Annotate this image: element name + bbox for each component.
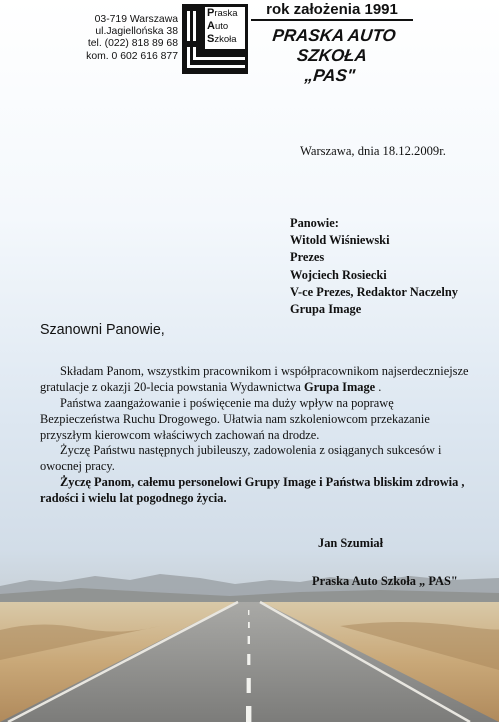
letter-date: Warszawa, dnia 18.12.2009r. (300, 144, 446, 158)
recipient-line: Prezes (290, 250, 325, 265)
school-address: 03-719 Warszawa ul.Jagiellońska 38 tel. (022) 818 89 68 kom. 0 602 616 877 (86, 14, 178, 62)
school-name: PRASKA AUTO SZKOŁA „PAS" (271, 26, 397, 85)
paragraph-closing-wishes: Życzę Panom, całemu personelowi Grupy Image i Państwa bliskim zdrowia , radości i wielu lat pogodnego życia. (40, 475, 465, 505)
founded-year: rok założenia 1991 (251, 1, 413, 21)
signature-name: Jan Szumiał (318, 536, 384, 550)
paragraph-engagement: Państwa zaangażowanie i poświęcenie ma duży wpływ na poprawę Bezpieczeństwa Ruchu Drogowego. Ułatwia nam szkoleniowcom przekazanie przyszłym kierowcom właściwych zachowań na drodze. (40, 396, 430, 442)
recipients-block (290, 215, 458, 318)
recipient-line: Wojciech Rosiecki (290, 267, 387, 282)
salutation: Szanowni Panowie, (40, 322, 165, 338)
letterhead (0, 0, 499, 85)
recipient-line: Grupa Image (290, 302, 362, 317)
recipient-line: Panowie: (290, 216, 339, 230)
paragraph-congratulations: Składam Panom, wszystkim pracownikom i współpracownikom najserdeczniejsze gratulacje z okazji 20-lecia powstania Wydawnictwa Grupa Image . (40, 364, 469, 394)
recipient-line: V-ce Prezes, Redaktor Naczelny (290, 284, 458, 299)
logo-wordmark: Praska Auto Szkoła (207, 7, 238, 45)
recipient-line: Witold Wiśniewski (290, 233, 390, 248)
paragraph-wishes: Życzę Państwu następnych jubileuszy, zadowolenia z osiąganych sukcesów i owocnej pracy. (40, 443, 442, 473)
signature-organization: Praska Auto Szkoła „ PAS" (312, 574, 458, 588)
